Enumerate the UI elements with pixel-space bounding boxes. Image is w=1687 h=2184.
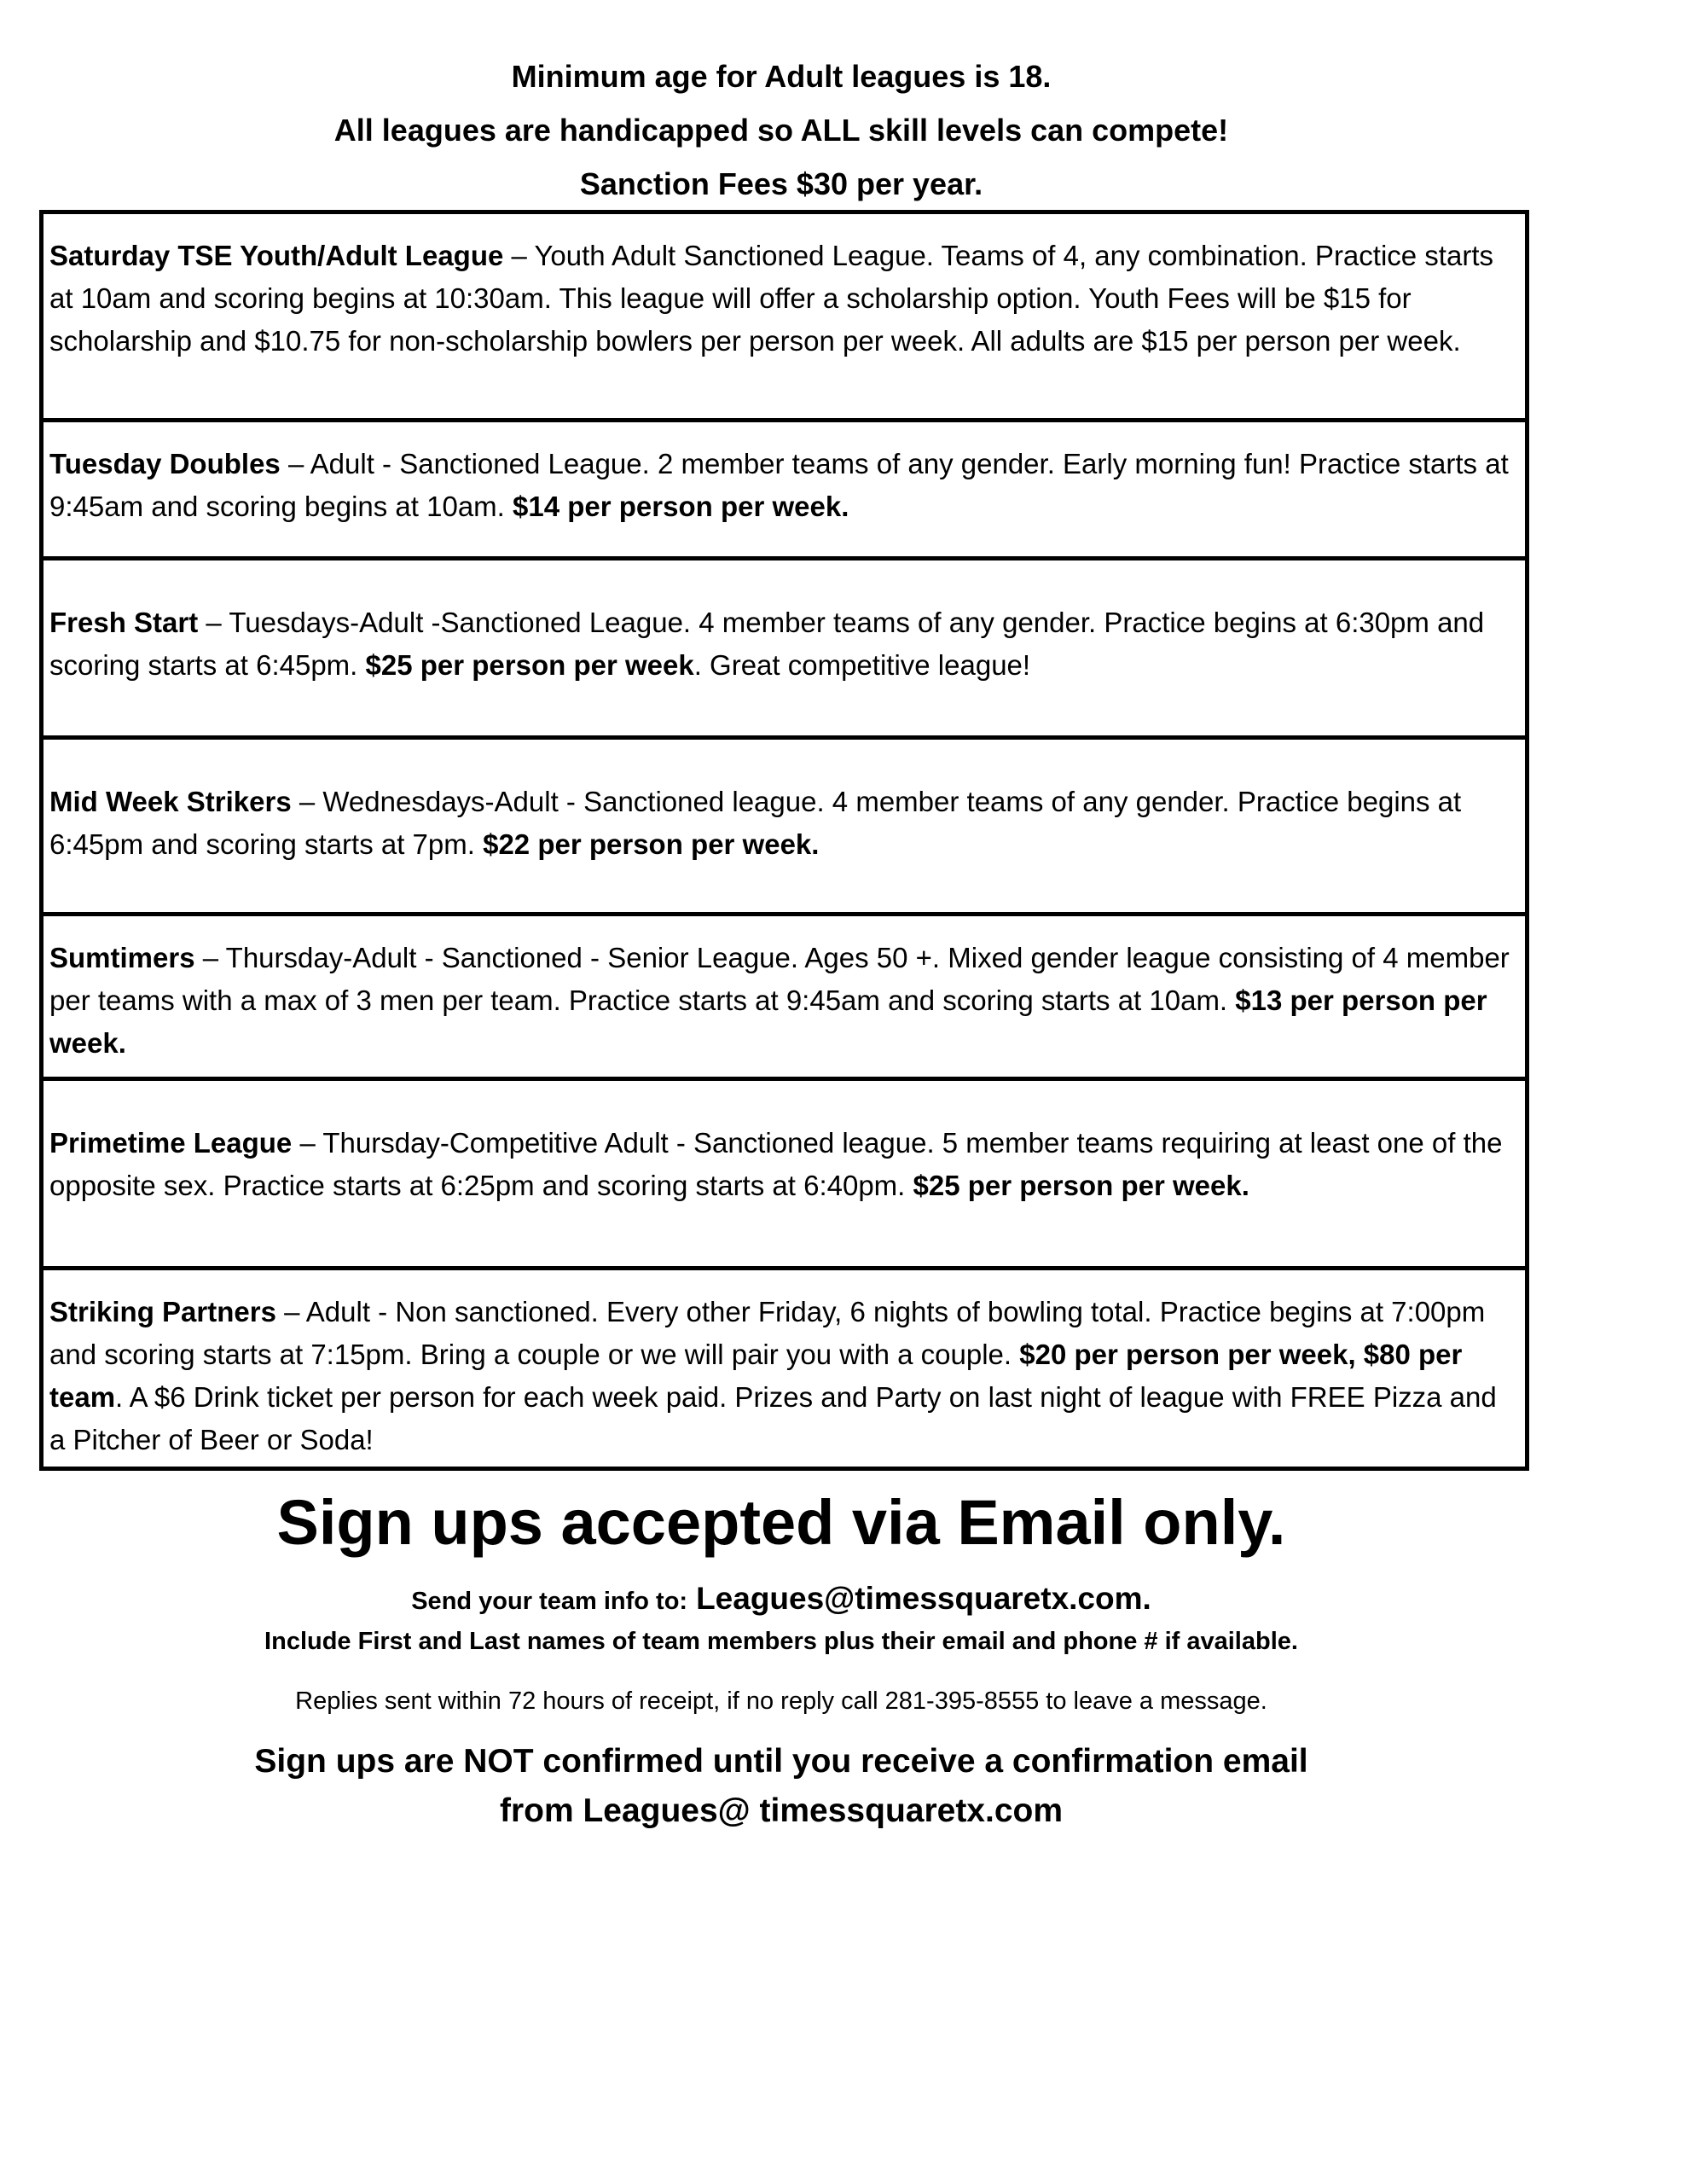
league-description-end: . A $6 Drink ticket per person for each week paid. Prizes and Party on last night of league with FREE Pizza and a Pitcher of Beer or Soda! <box>49 1381 1497 1455</box>
league-mid-week-strikers <box>43 740 1525 916</box>
leagues-email-link[interactable]: Leagues@timessquaretx.com. <box>696 1581 1151 1616</box>
signup-title: Sign ups accepted via Email only. <box>276 1487 1286 1558</box>
min-age-notice: Minimum age for Adult leagues is 18. <box>511 59 1052 94</box>
league-name: Fresh Start <box>49 607 199 638</box>
league-description: – Thursday-Competitive Adult - Sanctioned league. 5 member teams requiring at least one of the opposite sex. Practice starts at 6:25pm and scoring starts at 6:40pm. <box>49 1127 1503 1201</box>
league-name: Mid Week Strikers <box>49 786 292 817</box>
leagues-table <box>39 210 1529 1471</box>
league-description-end: . Great competitive league! <box>693 649 1031 681</box>
league-sumtimers <box>43 916 1525 1081</box>
league-saturday-tse <box>43 214 1525 422</box>
league-name: Saturday TSE Youth/Adult League <box>49 240 504 271</box>
replies-note: Replies sent within 72 hours of receipt, if no reply call 281-395-8555 to leave a message. <box>295 1687 1267 1715</box>
league-description: – Adult - Non sanctioned. Every other Friday, 6 nights of bowling total. Practice begins at 7:00pm and scoring starts at 7:15pm. Bring a couple or we will pair you with a couple. <box>49 1296 1486 1370</box>
league-name: Primetime League <box>49 1127 293 1159</box>
page-header <box>39 49 1523 211</box>
sanction-fees-notice: Sanction Fees $30 per year. <box>579 166 983 201</box>
handicap-notice: All leagues are handicapped so ALL skill levels can compete! <box>333 113 1229 148</box>
send-info-line <box>39 1577 1523 1623</box>
league-price: $25 per person per week. <box>913 1170 1249 1201</box>
league-description: – Youth Adult Sanctioned League. Teams of 4, any combination. Practice starts at 10am and scoring begins at 10:30am. This league will offer a scholarship option. Youth Fees will be $15 for scholarship and $10.75 for non-scholarship bowlers per person per week. All adults are $15 per person per week. <box>49 240 1493 357</box>
confirmation-line-2: from Leagues@ timessquaretx.com <box>499 1792 1064 1829</box>
league-description: – Adult - Sanctioned League. 2 member teams of any gender. Early morning fun! Practice starts at 9:45am and scoring begins at 10am. <box>49 448 1509 522</box>
league-fresh-start <box>43 561 1525 740</box>
league-description: – Thursday-Adult - Sanctioned - Senior League. Ages 50 +. Mixed gender league consisting of 4 member per teams with a max of 3 men per team. Practice starts at 9:45am and scoring starts at 10am. <box>49 942 1510 1016</box>
send-info-label: Send your team info to: <box>411 1588 688 1615</box>
league-striking-partners <box>43 1270 1525 1467</box>
confirmation-notice <box>39 1737 1523 1836</box>
league-price: $13 per person per week. <box>49 985 1487 1059</box>
league-description: – Wednesdays-Adult - Sanctioned league. 4 member teams of any gender. Practice begins at 6:45pm and scoring starts at 7pm. <box>49 786 1462 860</box>
league-price: $14 per person per week. <box>513 491 849 522</box>
league-primetime <box>43 1081 1525 1270</box>
league-description: – Tuesdays-Adult -Sanctioned League. 4 member teams of any gender. Practice begins at 6:30pm and scoring starts at 6:45pm. <box>49 607 1485 681</box>
league-name: Sumtimers <box>49 942 195 973</box>
confirmation-line-1: Sign ups are NOT confirmed until you receive a confirmation email <box>254 1743 1308 1780</box>
league-name: Tuesday Doubles <box>49 448 281 479</box>
league-tuesday-doubles <box>43 422 1525 561</box>
include-names-note: Include First and Last names of team members plus their email and phone # if available. <box>264 1628 1298 1655</box>
league-price: $22 per person per week. <box>483 828 820 860</box>
signup-section <box>39 1480 1523 1836</box>
league-price: $20 per person per week, $80 per team <box>49 1339 1463 1413</box>
league-name: Striking Partners <box>49 1296 276 1327</box>
league-price: $25 per person per week <box>365 649 694 681</box>
